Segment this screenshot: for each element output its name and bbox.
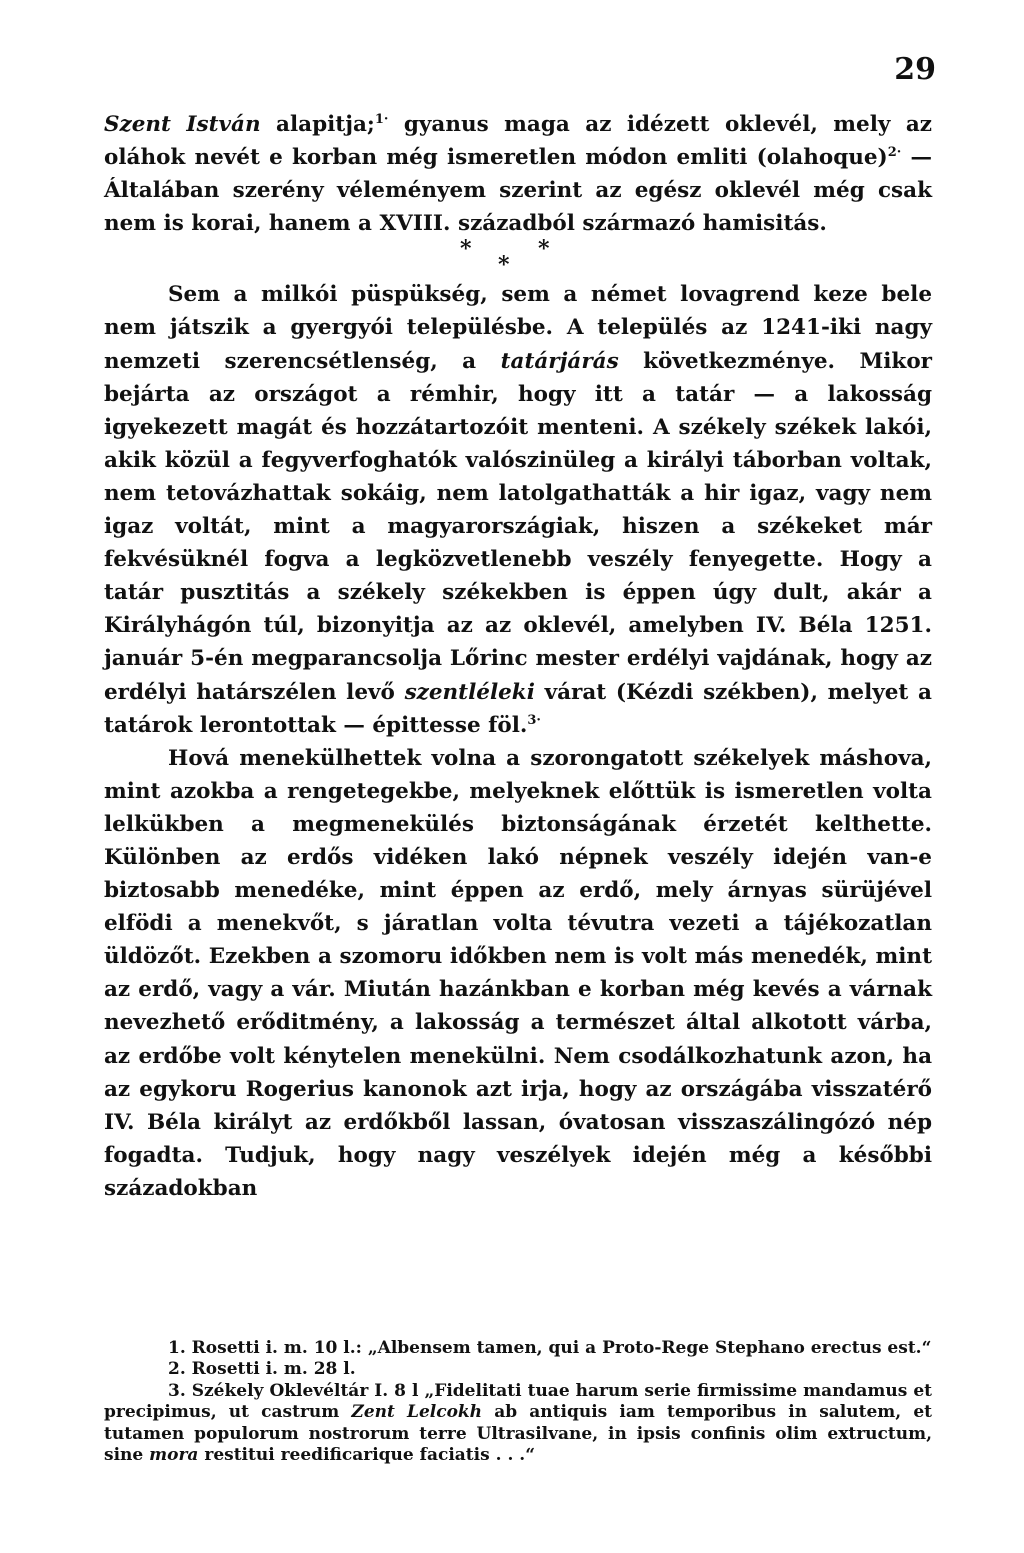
footnotes xyxy=(104,1338,932,1466)
main-text xyxy=(104,108,932,1205)
paragraph-3: Hová menekülhettek volna a szorongatott székelyek máshova, mint azokba a rengetegekbe, melyeknek előttük is ismeretlen volta lelkükben a megmenekülés biztonságának érzetét kelthette. Különben az erdős vidéken lakó népnek veszély idején van-e biztosabb menedéke, mint éppen az erdő, mely árnyas sürüjével elfödi a menekvőt, s járatlan volta tévutra vezeti a tájékozatlan üldözőt. Ezekben a szomoru időkben nem is volt más menedék, mint az erdő, vagy a vár. Miután hazánkban e korban még kevés a várnak nevezhető erőditmény, a lakosság a természet által alkotott várba, az erdőbe volt kénytelen menekülni. Nem csodálkozhatunk azon, ha az egykoru Rogerius kanonok azt irja, hogy az országába visszatérő IV. Béla királyt az erdőkből lassan, óvatosan visszaszálingózó nép fogadta. Tudjuk, hogy nagy veszélyek idején még a későbbi századokban xyxy=(104,745,932,1201)
asterisk: * xyxy=(538,236,550,263)
italic-term: szentléleki xyxy=(404,679,535,705)
footnote-3: 3. Székely Oklevéltár I. 8 l „Fidelitati tuae harum serie firmissime mandamus et precipimus, ut castrum Zent Lelcokh ab antiquis iam temporibus in salutem, et tutamen populorum nostrorum terre Ultrasilvane, in ipsis confinis olim extructum, sine mora restitui reedificarique faciatis . . .“ xyxy=(104,1380,932,1466)
section-asterism xyxy=(104,238,932,278)
page-number: 29 xyxy=(894,52,936,87)
footnote-ref-3: 3· xyxy=(527,712,541,728)
footnote-ref-2: 2· xyxy=(887,144,902,160)
footnote-2: 2. Rosetti i. m. 28 l. xyxy=(168,1359,356,1380)
footnote-1: 1. Rosetti i. m. 10 l.: „Albensem tamen, qui a Proto-Rege Stephano erectus est.“ xyxy=(168,1338,932,1358)
italic-latin: mora xyxy=(149,1445,199,1466)
footnote-ref-1: 1· xyxy=(374,111,389,127)
paragraph-1: Szent István alapitja;$^{1\cdot}$ gyanus maga az idézett oklevél, mely az oláhok nevét e korban még ismeretlen módon emliti (olahoque)$^{2\cdot}$ — Általában szerény véleményem szerint az egész oklevél még csak nem is korai, hanem a XVIII. századból származó hamisitás. xyxy=(104,111,932,237)
italic-term: tatárjárás xyxy=(500,348,619,374)
italic-latin: Zent Lelcokh xyxy=(351,1402,483,1423)
asterisk: * xyxy=(498,252,510,279)
paragraph-2: Sem a milkói püspükség, sem a német lovagrend keze bele nem játszik a gyergyói településbe. A település az 1241-iki nagy nemzeti szerencsétlenség, a tatárjárás következménye. Mikor bejárta az országot a rémhir, hogy itt a tatár — a lakosság igyekezett magát és hozzátartozóit menteni. A székely székek lakói, akik közül a fegyverfoghatók valószinüleg a királyi táborban voltak, nem tetovázhattak sokáig, nem latolgathatták a hir igaz, vagy nem igaz voltát, mint a magyarországiak, hiszen a székeket már fekvésüknél fogva a legközvetlenebb veszély fenyegette. Hogy a tatár pusztitás a székely székekben is éppen úgy dult, akár a Királyhágón túl, bizonyitja az az oklevél, amelyben IV. Béla 1251. január 5-én megparancsolja Lőrinc mester erdélyi vajdának, hogy az erdélyi határszélen levő szentléleki várat (Kézdi székben), melyet a tatárok lerontottak — épittesse föl.$^{3\cdot}$ xyxy=(104,282,932,738)
italic-name: Szent István xyxy=(104,112,261,137)
asterisk: * xyxy=(460,236,472,263)
